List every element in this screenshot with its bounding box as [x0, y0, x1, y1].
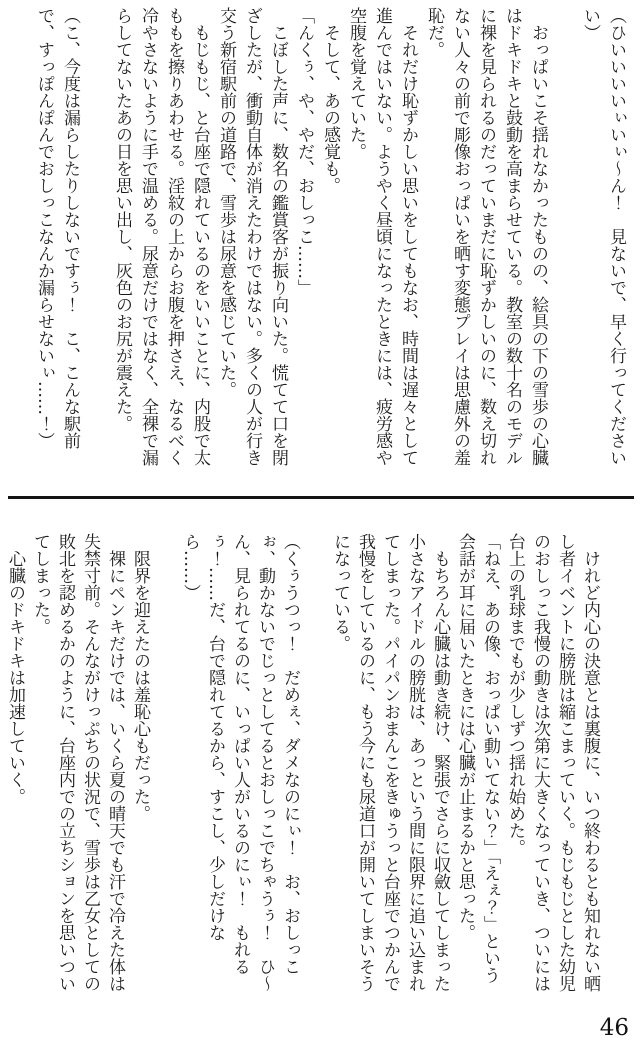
paragraph: もちろん心臓は動き続け、緊張でさらに収斂してしまった小さなアイドルの膀胱は、あっという間に限界に追い込まれてしまった。パイパンおまんこをきゅうっと台座でつかんで我慢をしているのに、もう今にも尿道口が開いてしまいそうになっている。 — [330, 533, 450, 992]
paragraph: 限界を迎えたのは羞恥心もだった。 — [130, 533, 150, 822]
paragraph-break — [152, 533, 177, 995]
paragraph: それだけ恥ずかしい思いをしてもなお、時間は遅々として進んではいない。ようやく昼頃になったときには、疲労感や空腹を覚えていた。 — [346, 7, 418, 466]
paragraph: （くぅうつっ！ だめぇ、ダメなのにぃ！ お、おしっこぉ、動かないでじっとしてるとおしっこでちゃうぅ！ ひ〜ん、見られてるのに、いっぱい人がいるのにぃ！ もれるぅ！……だ、台で隠れてるから、すこし、少しだけなら……） — [180, 533, 300, 992]
paragraph: こぼした声に、数名の鑑賞客が振り向いた。慌てて口を閉ざしたが、衝動自体が消えたわけではない。多くの人が行き交う新宿駅前の道路で、雪歩は尿意を感じていた。 — [216, 7, 288, 466]
paragraph: （こ、今度は漏らしたりしないですぅ！ こ、こんな駅前で、すっぽんぽんでおしっこなんか漏らせないぃ……！） — [34, 7, 80, 449]
paragraph: けれど内心の決意とは裏腹に、いつ終わるとも知れない晒し者イベントに膀胱は縮こまっていく。もじもじとした幼児のおしっこ我慢の動きは次第に大きくなっていき、ついには台上の乳球までもが少しずつ揺れ始めた。 — [505, 533, 600, 992]
paragraph: 裸にペンキだけでは、いくら夏の晴天でも汗で冷えた体は失禁寸前。そんながけっぷちの状況で、雪歩は乙女としての敗北を認めるかのように、台座内での立ちションを思いついてしまった。 — [30, 533, 125, 992]
paragraph: 「んくぅ、や、やだ、おしっこ……」 — [294, 7, 314, 296]
paragraph: そして、あの感覚も。 — [320, 7, 340, 194]
paragraph: もじもじ、と台座で隠れているのをいいことに、内股で太ももを擦りあわせる。淫紋の上からお腹を押さえ、なるべく冷やさないように手で温める。尿意だけではなく、全裸で漏らしてないたあの日を思い出し、灰色のお尻が震えた。 — [112, 7, 210, 466]
paragraph: 心臓のドキドキは加速していく。 — [5, 533, 25, 805]
section-divider — [8, 496, 634, 499]
paragraph-break — [551, 7, 577, 469]
paragraph: （ひいいいいぃいぃ〜ん！ 見ないで、早く行ってくださいい） — [580, 7, 626, 466]
paragraph: おっぱいこそ揺れなかったものの、絵具の下の雪歩の心臓はドキドキと鼓動を高まらせている。教室の数十名のモデルに裸を見られるのだっていまだに恥ずかしいのに、数え切れない人々の前で彫像おっぱいを晒す変態プレイは思慮外の羞恥だ。 — [424, 7, 548, 466]
bottom-text-block — [2, 533, 602, 995]
paragraph-break — [83, 7, 109, 469]
paragraph: 「ねえ、あの像、おっぱい動いてない？」「えぇ？」という会話が耳に届いたときには心臓が止まるかと思った。 — [455, 533, 500, 984]
top-text-block — [31, 7, 629, 469]
paragraph-break — [302, 533, 327, 995]
page-number: 46 — [599, 1015, 629, 1041]
